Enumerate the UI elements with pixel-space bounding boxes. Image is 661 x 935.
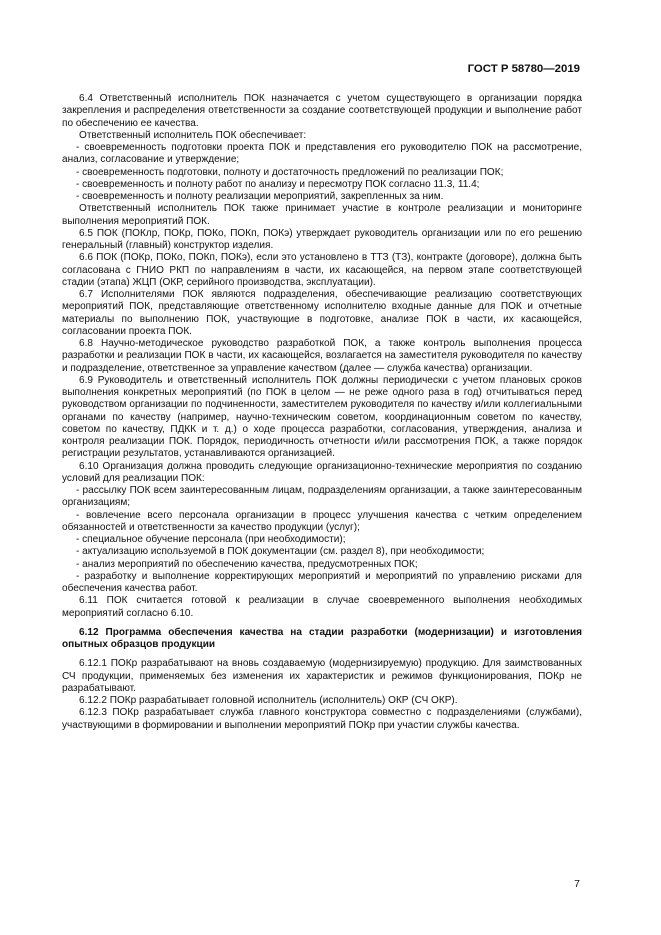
paragraph: 6.10 Организация должна проводить следующие организационно-технические мероприятия по созданию условий для реализации ПОК: [62, 460, 582, 484]
paragraph: 6.8 Научно-методическое руководство разработкой ПОК, а также контроль выполнения процесса разработки и реализации ПОК в части, их касающейся, возлагается на заместителя руководителя по качеству и подразделение, ответственное за управление качеством (далее — служба качества) организации. [62, 338, 582, 374]
list-item: - специальное обучение персонала (при необходимости); [76, 534, 346, 545]
paragraph: Ответственный исполнитель ПОК также принимает участие в контроле реализации и мониторинге выполнения мероприятий ПОК. [62, 203, 582, 227]
standard-code: ГОСТ Р 58780—2019 [467, 63, 580, 75]
paragraph: 6.11 ПОК считается готовой к реализации в случае своевременного выполнения необходимых мероприятий согласно 6.10. [62, 595, 582, 619]
paragraph: Ответственный исполнитель ПОК обеспечивает: [79, 129, 307, 141]
paragraph: 6.12.3 ПОКр разрабатывает служба главного конструктора совместно с подразделениями (службами), участвующими в формировании и выполнении мероприятий ПОКр при участии службы качества. [62, 707, 582, 731]
paragraph: 6.4 Ответственный исполнитель ПОК назначается с учетом существующего в организации порядка закрепления и распределения ответственности за создание соответствующей продукции и выполнение работ по обеспечению ее качества. [62, 93, 582, 129]
list-item: - своевременность подготовки, полноту и достаточность предложений по реализации ПОК; [76, 166, 504, 178]
paragraph: 6.6 ПОК (ПОКр, ПОКо, ПОКп, ПОКэ), если это установлено в ТТЗ (ТЗ), контракте (договоре), должна быть согласована с ГНИО РКП по направлениям в части, их касающейся, на первом этапе соответствующей стадии (этапа) ЖЦП (ОКР, серийного производства, эксплуатации). [62, 252, 582, 288]
list-item: - рассылку ПОК всем заинтересованным лицам, подразделениям организации, а также заинтересованным организациям; [62, 485, 582, 509]
list-item: - своевременность и полноту работ по анализу и пересмотру ПОК согласно 11.3, 11.4; [76, 178, 480, 190]
paragraph: 6.9 Руководитель и ответственный исполнитель ПОК должны периодически с учетом плановых сроков выполнения конкретных мероприятий (по ПОК в целом — не реже одного раза в год) отчитываться перед руководством организации по подчиненности, заместителем руководителя по качеству и/или коллегиальными органами по качеству (например, научно-техническим советом, координационным советом по качеству, советом по качеству, ПДКК и т. д.) о ходе процесса разработки, согласования, утверждения, анализа и контроля реализации ПОК. Порядок, периодичность отчетности и/или рассмотрения ПОК, а также порядок регистрации результатов, устанавливаются организацией. [62, 374, 582, 460]
list-item: - вовлечение всего персонала организации в процесс улучшения качества с четким определением обязанностей и ответственности за качество продукции (услуг); [62, 509, 582, 533]
list-item: - анализ мероприятий по обеспечению качества, предусмотренных ПОК; [76, 558, 418, 570]
section-heading: 6.12 Программа обеспечения качества на стадии разработки (модернизации) и изготовления опытных образцов продукции [62, 626, 582, 650]
paragraph: 6.12.2 ПОКр разрабатывает головной исполнитель (исполнитель) ОКР (СЧ ОКР). [79, 695, 458, 706]
list-item: - своевременность подготовки проекта ПОК и представления его руководителю ПОК на рассмотрение, анализ, согласование и утверждение; [62, 142, 582, 166]
list-item: - своевременность и полноту реализации мероприятий, закрепленных за ним. [76, 191, 444, 202]
paragraph: 6.12.1 ПОКр разрабатывают на вновь создаваемую (модернизируемую) продукцию. Для заимствованных СЧ продукции, применяемых без изменения их характеристик и режимов функционирования, ПОКр не разрабатывают. [62, 658, 582, 694]
document-body [62, 93, 582, 732]
paragraph: 6.5 ПОК (ПОКлр, ПОКр, ПОКо, ПОКп, ПОКэ) утверждает руководитель организации или по его решению генеральный (главный) конструктор изделия. [62, 227, 582, 251]
list-item: - разработку и выполнение корректирующих мероприятий и мероприятий по управлению рисками для обеспечения качества работ. [62, 570, 582, 594]
list-item: - актуализацию используемой в ПОК документации (см. раздел 8), при необходимости; [76, 546, 485, 558]
page-number: 7 [574, 878, 580, 890]
paragraph: 6.7 Исполнителями ПОК являются подразделения, обеспечивающие реализацию соответствующих мероприятий ПОК, представляющие ответственному исполнителю входные данные для ПОК и отчетные материалы по выполнению ПОК, участвующие в подготовке, анализе ПОК в части, их касающейся, согласовании проекта ПОК. [62, 289, 582, 337]
